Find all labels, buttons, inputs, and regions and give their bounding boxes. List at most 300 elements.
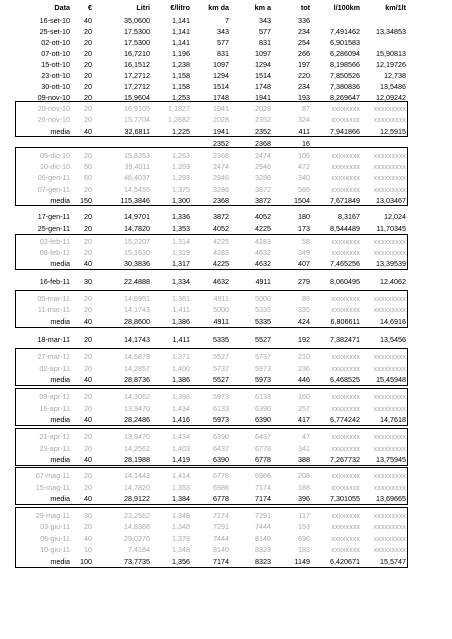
cell-l-per-100km: 7,267732	[330, 455, 360, 464]
cell-km-from: 7174	[213, 557, 229, 566]
cell-km-per-liter: 14,7618	[380, 415, 406, 424]
cell-total: 586	[298, 185, 310, 194]
cell-price-per-liter: 1,314	[172, 237, 190, 246]
cell-km-from: 1748	[213, 93, 229, 102]
table-row	[0, 211, 452, 223]
cell-km-per-liter: xxxxxxxxx	[373, 173, 406, 182]
cell-price-per-liter: 1,141	[172, 27, 190, 36]
header-km-from: km da	[208, 3, 229, 12]
cell-date: media	[50, 317, 70, 326]
cell-date: 20-nov-10	[37, 104, 70, 113]
cell-km-from: 6390	[213, 455, 229, 464]
cell-l-per-100km: 6,806611	[330, 317, 360, 326]
cell-km-to: 4911	[255, 277, 271, 286]
cell-km-per-liter: 12,19726	[376, 60, 406, 69]
cell-km-per-liter: 13,03467	[376, 196, 406, 205]
cell-euro: 30	[84, 277, 92, 286]
cell-km-to: 6390	[255, 404, 271, 413]
cell-liters: 29,0276	[124, 534, 150, 543]
cell-km-to: 8323	[255, 557, 271, 566]
cell-liters: 16,7210	[124, 49, 150, 58]
cell-total: 266	[298, 49, 310, 58]
cell-euro: 40	[84, 415, 92, 424]
cell-liters: 22,4888	[124, 277, 150, 286]
cell-liters: 14,5455	[124, 185, 150, 194]
cell-total: 208	[298, 471, 310, 480]
cell-km-from: 5973	[213, 392, 229, 401]
cell-km-to: 2352	[255, 127, 271, 136]
cell-date: 29-mag-11	[35, 511, 70, 520]
cell-km-from: 4052	[213, 224, 229, 233]
cell-km-per-liter: 12,5915	[380, 127, 406, 136]
cell-km-from: 831	[217, 49, 229, 58]
cell-l-per-100km: xxxxxxxx	[331, 534, 360, 543]
cell-euro: 20	[84, 404, 92, 413]
cell-total: 58	[302, 237, 310, 246]
cell-total: 47	[302, 432, 310, 441]
cell-l-per-100km: 6,286094	[330, 49, 360, 58]
cell-km-from: 5527	[213, 375, 229, 384]
cell-km-to: 6986	[255, 471, 271, 480]
cell-km-to: 7174	[255, 494, 271, 503]
cell-l-per-100km: xxxxxxxx	[331, 483, 360, 492]
cell-euro: 60	[84, 173, 92, 182]
cell-liters: 15,2207	[124, 237, 150, 246]
cell-liters: 28,1988	[124, 455, 150, 464]
cell-total: 234	[298, 27, 310, 36]
cell-km-to: 1514	[255, 71, 271, 80]
cell-total: 279	[298, 277, 310, 286]
cell-km-to: 4632	[255, 248, 271, 257]
cell-km-to: 3872	[255, 196, 271, 205]
cell-l-per-100km: xxxxxxxx	[331, 522, 360, 531]
cell-km-from: 4911	[213, 317, 229, 326]
cell-price-per-liter: 1,336	[172, 212, 190, 221]
cell-price-per-liter: 1,334	[172, 277, 190, 286]
cell-liters: 15,7704	[124, 115, 150, 124]
cell-km-to: 6778	[255, 444, 271, 453]
cell-km-from: 5527	[213, 352, 229, 361]
cell-price-per-liter: 1,319	[172, 248, 190, 257]
cell-km-from: 343	[217, 27, 229, 36]
cell-date: media	[50, 557, 70, 566]
cell-km-to: 5335	[255, 317, 271, 326]
cell-liters: 28,8736	[124, 375, 150, 384]
cell-total: 106	[298, 151, 310, 160]
cell-liters: 14,5879	[124, 352, 150, 361]
cell-total: 396	[298, 494, 310, 503]
cell-liters: 35,0600	[124, 16, 150, 25]
cell-total: 411	[298, 127, 310, 136]
cell-liters: 30,3836	[124, 259, 150, 268]
header-date: Data	[54, 3, 70, 12]
cell-date: 09-nov-10	[37, 93, 70, 102]
cell-total: 388	[298, 455, 310, 464]
cell-date: 02-apr-11	[39, 364, 70, 373]
cell-total: 349	[298, 248, 310, 257]
cell-l-per-100km: 7,671849	[330, 196, 360, 205]
cell-km-from: 7	[225, 16, 229, 25]
cell-price-per-liter: 1,269	[172, 162, 190, 171]
cell-km-per-liter: 13,69665	[376, 494, 406, 503]
cell-liters: 14,6951	[124, 294, 150, 303]
cell-l-per-100km: xxxxxxxx	[331, 432, 360, 441]
cell-l-per-100km: 7,301055	[330, 494, 360, 503]
cell-date: 17-gen-11	[37, 212, 70, 221]
cell-price-per-liter: 1,386	[172, 375, 190, 384]
cell-km-per-liter: xxxxxxxxx	[373, 522, 406, 531]
cell-km-to: 6778	[255, 455, 271, 464]
cell-date: 23-ott-10	[41, 71, 70, 80]
cell-price-per-liter: 1,356	[172, 557, 190, 566]
cell-km-from: 5737	[213, 364, 229, 373]
cell-date: media	[50, 494, 70, 503]
cell-liters: 22,2552	[124, 511, 150, 520]
cell-total: 446	[298, 375, 310, 384]
cell-price-per-liter: 1,348	[172, 545, 190, 554]
group-border	[15, 348, 408, 386]
cell-liters: 14,1743	[124, 305, 150, 314]
cell-euro: 20	[84, 471, 92, 480]
cell-total: 16	[302, 139, 310, 148]
cell-km-per-liter: xxxxxxxxx	[373, 545, 406, 554]
cell-km-from: 7444	[213, 534, 229, 543]
cell-km-per-liter: xxxxxxxxx	[373, 404, 406, 413]
cell-liters: 14,7820	[124, 224, 150, 233]
cell-date: 03-giu-11	[40, 522, 70, 531]
cell-price-per-liter: 1,300	[172, 196, 190, 205]
cell-km-from: 2474	[213, 162, 229, 171]
cell-euro: 50	[84, 162, 92, 171]
cell-km-per-liter: 12,09242	[376, 93, 406, 102]
cell-euro: 20	[84, 483, 92, 492]
cell-km-per-liter: xxxxxxxxx	[373, 352, 406, 361]
table-row	[0, 276, 452, 288]
cell-km-per-liter: xxxxxxxxx	[373, 364, 406, 373]
cell-liters: 14,9701	[124, 212, 150, 221]
cell-price-per-liter: 1,348	[172, 511, 190, 520]
cell-l-per-100km: xxxxxxxx	[331, 305, 360, 314]
cell-price-per-liter: 1,411	[172, 335, 190, 344]
cell-price-per-liter: 1,414	[172, 471, 190, 480]
cell-l-per-100km: 7,850526	[330, 71, 360, 80]
cell-date: 27-mar-11	[37, 352, 70, 361]
cell-l-per-100km: 8,198566	[330, 60, 360, 69]
cell-km-from: 6778	[213, 494, 229, 503]
cell-km-per-liter: xxxxxxxxx	[373, 483, 406, 492]
cell-total: 173	[298, 224, 310, 233]
cell-total: 407	[298, 259, 310, 268]
cell-euro: 20	[84, 212, 92, 221]
cell-km-from: 1514	[213, 82, 229, 91]
cell-date: media	[50, 415, 70, 424]
cell-date: 16-apr-11	[39, 404, 70, 413]
cell-km-from: 2368	[213, 196, 229, 205]
cell-km-from: 1294	[213, 71, 229, 80]
cell-l-per-100km: xxxxxxxx	[331, 392, 360, 401]
cell-km-to: 1941	[255, 93, 271, 102]
group-border	[15, 467, 408, 505]
cell-km-to: 2352	[255, 115, 271, 124]
cell-date: 15-ott-10	[41, 60, 70, 69]
cell-price-per-liter: 1,141	[172, 16, 190, 25]
cell-km-from: 5973	[213, 415, 229, 424]
group-border	[15, 147, 408, 206]
cell-km-per-liter: 14,6916	[380, 317, 406, 326]
cell-l-per-100km: xxxxxxxx	[331, 545, 360, 554]
cell-l-per-100km: xxxxxxxx	[331, 162, 360, 171]
cell-km-per-liter: 15,5747	[380, 557, 406, 566]
cell-km-to: 2946	[255, 162, 271, 171]
cell-total: 220	[298, 71, 310, 80]
cell-l-per-100km: 6,901583	[330, 38, 360, 47]
cell-date: 07-gen-11	[37, 185, 70, 194]
cell-price-per-liter: 1,400	[172, 364, 190, 373]
cell-km-per-liter: xxxxxxxxx	[373, 432, 406, 441]
cell-km-per-liter: xxxxxxxxx	[373, 444, 406, 453]
cell-km-from: 4225	[213, 237, 229, 246]
cell-total: 257	[298, 404, 310, 413]
cell-price-per-liter: 1,375	[172, 185, 190, 194]
cell-l-per-100km: 7,380836	[330, 82, 360, 91]
cell-km-per-liter: 12,4062	[380, 277, 406, 286]
cell-price-per-liter: 1,386	[172, 317, 190, 326]
cell-price-per-liter: 1,361	[172, 294, 190, 303]
cell-l-per-100km: xxxxxxxx	[331, 294, 360, 303]
cell-euro: 20	[84, 237, 92, 246]
cell-total: 1504	[294, 196, 310, 205]
cell-date: 26-nov-10	[37, 115, 70, 124]
cell-euro: 30	[84, 511, 92, 520]
cell-km-per-liter: 12,024	[384, 212, 406, 221]
header-row	[0, 2, 452, 14]
cell-km-from: 6986	[213, 483, 229, 492]
cell-km-to: 4052	[255, 212, 271, 221]
cell-km-to: 577	[259, 27, 271, 36]
cell-km-to: 5000	[255, 294, 271, 303]
cell-km-per-liter: 15,45948	[376, 375, 406, 384]
cell-euro: 20	[84, 352, 92, 361]
cell-price-per-liter: 1,419	[172, 455, 190, 464]
cell-price-per-liter: 1,384	[172, 494, 190, 503]
header-euro: €	[88, 3, 92, 12]
cell-km-per-liter: xxxxxxxxx	[373, 392, 406, 401]
cell-date: 10-dic-10	[40, 162, 70, 171]
cell-liters: 73,7735	[124, 557, 150, 566]
cell-l-per-100km: xxxxxxxx	[331, 115, 360, 124]
cell-price-per-liter: 1,353	[172, 483, 190, 492]
cell-date: media	[50, 127, 70, 136]
cell-date: 06-giu-11	[40, 534, 70, 543]
cell-price-per-liter: 1,348	[172, 522, 190, 531]
cell-date: 07-mag-11	[35, 471, 70, 480]
cell-price-per-liter: 1,141	[172, 38, 190, 47]
group-border	[15, 388, 408, 426]
cell-km-to: 1748	[255, 82, 271, 91]
cell-date: 05-dic-10	[40, 151, 70, 160]
group-border	[15, 507, 408, 568]
cell-km-to: 1097	[255, 49, 271, 58]
header-liters: Litri	[136, 3, 150, 12]
cell-km-to: 6437	[255, 432, 271, 441]
cell-euro: 20	[84, 82, 92, 91]
cell-liters: 15,8353	[124, 151, 150, 160]
group-border	[15, 101, 408, 137]
cell-price-per-liter: 1,225	[172, 127, 190, 136]
cell-l-per-100km: 8,269647	[330, 93, 360, 102]
cell-km-from: 4911	[213, 294, 229, 303]
table-row	[0, 334, 452, 346]
cell-l-per-100km: xxxxxxxx	[331, 104, 360, 113]
cell-euro: 10	[84, 545, 92, 554]
cell-euro: 20	[84, 115, 92, 124]
cell-liters: 28,9122	[124, 494, 150, 503]
cell-km-per-liter: xxxxxxxxx	[373, 471, 406, 480]
cell-total: 192	[298, 335, 310, 344]
cell-l-per-100km: xxxxxxxx	[331, 185, 360, 194]
cell-date: media	[50, 196, 70, 205]
cell-euro: 20	[84, 185, 92, 194]
cell-date: media	[50, 259, 70, 268]
cell-price-per-liter: 1,196	[172, 49, 190, 58]
cell-km-per-liter: 13,75945	[376, 455, 406, 464]
cell-km-per-liter: xxxxxxxxx	[373, 151, 406, 160]
cell-price-per-liter: 1,2682	[168, 115, 190, 124]
cell-liters: 17,5300	[124, 27, 150, 36]
cell-km-to: 2368	[255, 139, 271, 148]
cell-price-per-liter: 1,253	[172, 93, 190, 102]
cell-liters: 13,9470	[124, 432, 150, 441]
cell-price-per-liter: 1,238	[172, 60, 190, 69]
cell-total: 153	[298, 522, 310, 531]
cell-price-per-liter: 1,434	[172, 404, 190, 413]
cell-km-to: 5973	[255, 364, 271, 373]
cell-euro: 20	[84, 248, 92, 257]
cell-liters: 16,1512	[124, 60, 150, 69]
cell-total: 1149	[294, 557, 310, 566]
cell-km-per-liter: xxxxxxxxx	[373, 237, 406, 246]
cell-l-per-100km: xxxxxxxx	[331, 471, 360, 480]
cell-liters: 28,2486	[124, 415, 150, 424]
cell-km-to: 8323	[255, 545, 271, 554]
cell-price-per-liter: 1,353	[172, 224, 190, 233]
cell-date: 10-giu-11	[40, 545, 70, 554]
cell-liters: 14,7820	[124, 483, 150, 492]
cell-km-per-liter: xxxxxxxxx	[373, 115, 406, 124]
cell-price-per-liter: 1,158	[172, 82, 190, 91]
cell-liters: 14,2562	[124, 444, 150, 453]
cell-total: 188	[298, 483, 310, 492]
cell-l-per-100km: 7,941866	[330, 127, 360, 136]
cell-liters: 115,3846	[120, 196, 150, 205]
cell-liters: 14,3062	[124, 392, 150, 401]
cell-euro: 20	[84, 27, 92, 36]
cell-euro: 40	[84, 16, 92, 25]
cell-km-per-liter: xxxxxxxxx	[373, 294, 406, 303]
cell-date: 08-feb-11	[39, 248, 70, 257]
cell-price-per-liter: 1,434	[172, 432, 190, 441]
cell-price-per-liter: 1,293	[172, 173, 190, 182]
cell-km-per-liter: xxxxxxxxx	[373, 104, 406, 113]
cell-km-from: 1941	[213, 127, 229, 136]
cell-euro: 20	[84, 151, 92, 160]
group-border	[15, 290, 408, 328]
cell-km-to: 4225	[255, 224, 271, 233]
cell-l-per-100km: 6,468525	[330, 375, 360, 384]
cell-total: 472	[298, 162, 310, 171]
cell-l-per-100km: 7,465256	[330, 259, 360, 268]
cell-km-to: 5973	[255, 375, 271, 384]
cell-liters: 17,2712	[124, 71, 150, 80]
cell-euro: 20	[84, 522, 92, 531]
cell-l-per-100km: 8,544489	[330, 224, 360, 233]
cell-liters: 15,9604	[124, 93, 150, 102]
cell-total: 197	[298, 60, 310, 69]
cell-euro: 40	[84, 127, 92, 136]
cell-km-to: 2028	[255, 104, 271, 113]
cell-km-from: 4283	[213, 248, 229, 257]
cell-date: 05-mar-11	[37, 294, 70, 303]
cell-euro: 20	[84, 224, 92, 233]
cell-km-to: 4283	[255, 237, 271, 246]
cell-date: media	[50, 375, 70, 384]
cell-total: 117	[298, 511, 310, 520]
cell-liters: 46,4037	[124, 173, 150, 182]
cell-total: 424	[298, 317, 310, 326]
cell-km-to: 1294	[255, 60, 271, 69]
cell-total: 236	[298, 364, 310, 373]
cell-total: 254	[298, 38, 310, 47]
cell-price-per-liter: 1,1827	[168, 104, 190, 113]
cell-euro: 20	[84, 49, 92, 58]
cell-liters: 13,9470	[124, 404, 150, 413]
cell-km-to: 3872	[255, 185, 271, 194]
cell-euro: 20	[84, 294, 92, 303]
cell-km-per-liter: 13,39539	[376, 259, 406, 268]
cell-liters: 28,8600	[124, 317, 150, 326]
cell-l-per-100km: xxxxxxxx	[331, 151, 360, 160]
cell-km-from: 4225	[213, 259, 229, 268]
cell-euro: 20	[84, 104, 92, 113]
cell-price-per-liter: 1,317	[172, 259, 190, 268]
cell-price-per-liter: 1,158	[172, 71, 190, 80]
cell-km-from: 5000	[213, 305, 229, 314]
cell-km-per-liter: xxxxxxxxx	[373, 534, 406, 543]
cell-date: 25-gen-11	[37, 224, 70, 233]
group-border	[15, 428, 408, 466]
cell-l-per-100km: 7,491462	[330, 27, 360, 36]
cell-km-per-liter: 12,738	[384, 71, 406, 80]
cell-total: 417	[298, 415, 310, 424]
cell-euro: 40	[84, 494, 92, 503]
cell-l-per-100km: xxxxxxxx	[331, 364, 360, 373]
cell-l-per-100km: xxxxxxxx	[331, 173, 360, 182]
cell-total: 89	[302, 294, 310, 303]
cell-euro: 20	[84, 71, 92, 80]
cell-l-per-100km: xxxxxxxx	[331, 237, 360, 246]
cell-date: 07-ott-10	[41, 49, 70, 58]
cell-date: 21-apr-11	[39, 432, 70, 441]
header-km-to: km a	[254, 3, 271, 12]
cell-km-from: 3286	[213, 185, 229, 194]
cell-price-per-liter: 1,398	[172, 392, 190, 401]
cell-total: 335	[298, 305, 310, 314]
cell-price-per-liter: 1,403	[172, 444, 190, 453]
cell-price-per-liter: 1,411	[172, 305, 190, 314]
cell-l-per-100km: 6,420671	[330, 557, 360, 566]
cell-l-per-100km: xxxxxxxx	[331, 511, 360, 520]
cell-date: 15-mag-11	[35, 483, 70, 492]
